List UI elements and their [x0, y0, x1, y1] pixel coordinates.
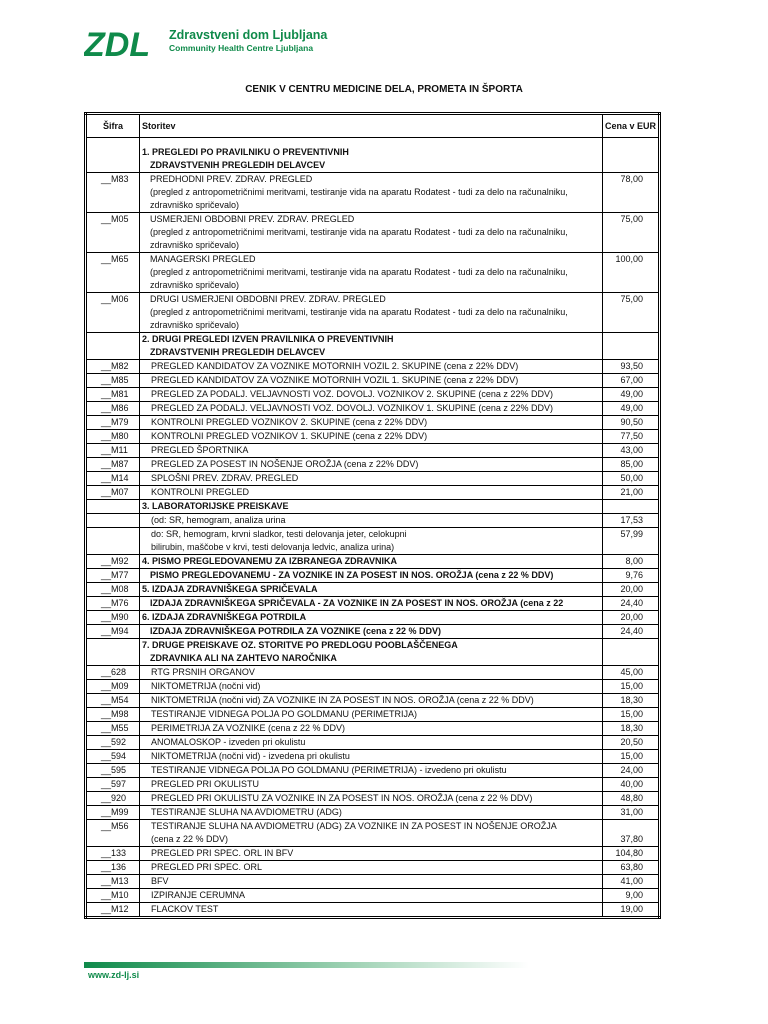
service-code: __M98 — [86, 708, 140, 722]
table-row — [86, 199, 660, 213]
service-description: zdravniško spričevalo) — [140, 319, 603, 333]
service-description: 2. DRUGI PREGLEDI IZVEN PRAVILNIKA O PREVENTIVNIH — [140, 333, 603, 347]
organization-logo — [84, 26, 334, 66]
service-description: PREGLED PRI OKULISTU — [140, 778, 603, 792]
service-price — [603, 541, 660, 555]
service-price: 15,00 — [603, 680, 660, 694]
service-description: PREGLED ŠPORTNIKA — [140, 444, 603, 458]
table-row — [86, 186, 660, 199]
service-price — [603, 500, 660, 514]
service-price — [603, 159, 660, 173]
service-price: 49,00 — [603, 402, 660, 416]
service-price: 75,00 — [603, 293, 660, 307]
footer-divider — [84, 962, 529, 968]
service-code — [86, 319, 140, 333]
service-code: __M82 — [86, 360, 140, 374]
service-description: PREGLED ZA PODALJ. VELJAVNOSTI VOZ. DOVOLJ. VOZNIKOV 1. SKUPINE (cena z 22% DDV) — [140, 402, 603, 416]
table-row — [86, 639, 660, 653]
service-description: bilirubin, maščobe v krvi, testi delovanja ledvic, analiza urina) — [140, 541, 603, 555]
table-row — [86, 569, 660, 583]
service-description: IZDAJA ZDRAVNIŠKEGA POTRDILA ZA VOZNIKE (cena z 22 % DDV) — [140, 625, 603, 639]
table-row — [86, 820, 660, 834]
service-description: PISMO PREGLEDOVANEMU - ZA VOZNIKE IN ZA POSEST IN NOS. OROŽJA (cena z 22 % DDV) — [140, 569, 603, 583]
service-description: BFV — [140, 875, 603, 889]
service-description: NIKTOMETRIJA (nočni vid) ZA VOZNIKE IN ZA POSEST IN NOS. OROŽJA (cena z 22 % DDV) — [140, 694, 603, 708]
service-code — [86, 333, 140, 347]
service-price: 41,00 — [603, 875, 660, 889]
service-code: __594 — [86, 750, 140, 764]
service-price: 75,00 — [603, 213, 660, 227]
service-price: 18,30 — [603, 694, 660, 708]
service-code: __M14 — [86, 472, 140, 486]
service-code: __M06 — [86, 293, 140, 307]
table-row — [86, 333, 660, 347]
table-spacer-row — [86, 138, 660, 147]
service-price: 20,50 — [603, 736, 660, 750]
service-description: 5. IZDAJA ZDRAVNIŠKEGA SPRIČEVALA — [140, 583, 603, 597]
service-price: 104,80 — [603, 847, 660, 861]
table-row — [86, 279, 660, 293]
table-row — [86, 402, 660, 416]
service-description: (od: SR, hemogram, analiza urina — [140, 514, 603, 528]
table-row — [86, 173, 660, 187]
service-code: __M76 — [86, 597, 140, 611]
page-title: CENIK V CENTRU MEDICINE DELA, PROMETA IN ŠPORTA — [245, 84, 523, 95]
service-price: 93,50 — [603, 360, 660, 374]
table-row — [86, 722, 660, 736]
service-code: __M85 — [86, 374, 140, 388]
column-header-code: Šifra — [86, 114, 140, 138]
service-code: __M55 — [86, 722, 140, 736]
service-price: 8,00 — [603, 555, 660, 569]
table-row — [86, 159, 660, 173]
table-row — [86, 750, 660, 764]
table-row — [86, 694, 660, 708]
service-description: TESTIRANJE SLUHA NA AVDIOMETRU (ADG) ZA VOZNIKE IN ZA POSEST IN NOŠENJE OROŽJA — [140, 820, 603, 834]
service-description: (pregled z antropometričnimi meritvami, testiranje vida na aparatu Rodatest - tudi za delo na računalniku, — [140, 266, 603, 279]
service-code: __M11 — [86, 444, 140, 458]
service-price: 63,80 — [603, 861, 660, 875]
service-code: __M86 — [86, 402, 140, 416]
service-code — [86, 528, 140, 542]
service-code — [86, 306, 140, 319]
service-description: (cena z 22 % DDV) — [140, 833, 603, 847]
service-price: 31,00 — [603, 806, 660, 820]
service-code — [86, 541, 140, 555]
table-row — [86, 239, 660, 253]
table-header-row — [86, 114, 660, 138]
service-code — [86, 346, 140, 360]
service-code — [86, 652, 140, 666]
service-description: PREGLED ZA PODALJ. VELJAVNOSTI VOZ. DOVOLJ. VOZNIKOV 2. SKUPINE (cena z 22% DDV) — [140, 388, 603, 402]
service-code — [86, 239, 140, 253]
service-price: 24,40 — [603, 625, 660, 639]
service-description: (pregled z antropometričnimi meritvami, testiranje vida na aparatu Rodatest - tudi za delo na računalniku, — [140, 226, 603, 239]
table-row — [86, 541, 660, 555]
table-row — [86, 444, 660, 458]
service-description: MANAGERSKI PREGLED — [140, 253, 603, 267]
service-description: KONTROLNI PREGLED — [140, 486, 603, 500]
service-description: TESTIRANJE VIDNEGA POLJA PO GOLDMANU (PERIMETRIJA) — [140, 708, 603, 722]
service-code — [86, 146, 140, 159]
service-description: 1. PREGLEDI PO PRAVILNIKU O PREVENTIVNIH — [140, 146, 603, 159]
service-code: __M81 — [86, 388, 140, 402]
organization-name: Zdravstveni dom Ljubljana — [169, 28, 328, 42]
service-price — [603, 820, 660, 834]
table-row — [86, 555, 660, 569]
service-description: DRUGI USMERJENI OBDOBNI PREV. ZDRAV. PREGLED — [140, 293, 603, 307]
service-code: __M65 — [86, 253, 140, 267]
service-code: __M05 — [86, 213, 140, 227]
service-description: IZDAJA ZDRAVNIŠKEGA SPRIČEVALA - ZA VOZNIKE IN ZA POSEST IN NOS. OROŽJA (cena z 22 — [140, 597, 603, 611]
service-description: PREGLED PRI OKULISTU ZA VOZNIKE IN ZA POSEST IN NOS. OROŽJA (cena z 22 % DDV) — [140, 792, 603, 806]
service-price: 9,00 — [603, 889, 660, 903]
table-row — [86, 360, 660, 374]
service-price — [603, 652, 660, 666]
service-code: __M12 — [86, 903, 140, 918]
table-row — [86, 778, 660, 792]
service-description: ZDRAVNIKA ALI NA ZAHTEVO NAROČNIKA — [140, 652, 603, 666]
service-code — [86, 639, 140, 653]
table-row — [86, 708, 660, 722]
service-price: 15,00 — [603, 708, 660, 722]
service-description: 6. IZDAJA ZDRAVNIŠKEGA POTRDILA — [140, 611, 603, 625]
service-price: 45,00 — [603, 666, 660, 680]
column-header-service: Storitev — [140, 114, 603, 138]
service-description: 4. PISMO PREGLEDOVANEMU ZA IZBRANEGA ZDRAVNIKA — [140, 555, 603, 569]
table-row — [86, 146, 660, 159]
table-row — [86, 293, 660, 307]
service-code: __592 — [86, 736, 140, 750]
service-price: 40,00 — [603, 778, 660, 792]
service-code: __M87 — [86, 458, 140, 472]
logo-letters: ZDL — [84, 26, 151, 60]
service-price: 67,00 — [603, 374, 660, 388]
service-description: 3. LABORATORIJSKE PREISKAVE — [140, 500, 603, 514]
table-row — [86, 374, 660, 388]
service-code: __597 — [86, 778, 140, 792]
service-description: IZPIRANJE CERUMNA — [140, 889, 603, 903]
service-price: 90,50 — [603, 416, 660, 430]
table-row — [86, 847, 660, 861]
service-description: PREGLED KANDIDATOV ZA VOZNIKE MOTORNIH VOZIL 1. SKUPINE (cena z 22% DDV) — [140, 374, 603, 388]
table-row — [86, 346, 660, 360]
price-table — [84, 112, 661, 919]
table-row — [86, 597, 660, 611]
service-description: ANOMALOSKOP - izveden pri okulistu — [140, 736, 603, 750]
table-row — [86, 875, 660, 889]
service-description: SPLOŠNI PREV. ZDRAV. PREGLED — [140, 472, 603, 486]
service-price: 57,99 — [603, 528, 660, 542]
service-price — [603, 279, 660, 293]
service-price: 15,00 — [603, 750, 660, 764]
table-row — [86, 806, 660, 820]
table-row — [86, 319, 660, 333]
table-row — [86, 266, 660, 279]
service-price: 78,00 — [603, 173, 660, 187]
service-price: 20,00 — [603, 611, 660, 625]
service-description: PREGLED PRI SPEC. ORL IN BFV — [140, 847, 603, 861]
organization-subtitle: Community Health Centre Ljubljana — [169, 43, 314, 53]
zdl-logo-mark-icon — [84, 26, 164, 60]
service-price — [603, 239, 660, 253]
service-code: __M56 — [86, 820, 140, 834]
service-description: (pregled z antropometričnimi meritvami, testiranje vida na aparatu Rodatest - tudi za delo na računalniku, — [140, 306, 603, 319]
service-code: __595 — [86, 764, 140, 778]
table-row — [86, 764, 660, 778]
footer-website: www.zd-lj.si — [88, 970, 140, 980]
service-description: PERIMETRIJA ZA VOZNIKE (cena z 22 % DDV) — [140, 722, 603, 736]
service-price: 18,30 — [603, 722, 660, 736]
service-code: __628 — [86, 666, 140, 680]
service-code: __M13 — [86, 875, 140, 889]
service-description: zdravniško spričevalo) — [140, 279, 603, 293]
table-row — [86, 388, 660, 402]
service-price — [603, 146, 660, 159]
service-code: __M80 — [86, 430, 140, 444]
table-row — [86, 416, 660, 430]
service-description: RTG PRSNIH ORGANOV — [140, 666, 603, 680]
service-description: zdravniško spričevalo) — [140, 239, 603, 253]
service-price: 37,80 — [603, 833, 660, 847]
service-code — [86, 514, 140, 528]
table-row — [86, 903, 660, 918]
service-description: PREGLED KANDIDATOV ZA VOZNIKE MOTORNIH VOZIL 2. SKUPINE (cena z 22% DDV) — [140, 360, 603, 374]
service-code: __M99 — [86, 806, 140, 820]
service-price: 20,00 — [603, 583, 660, 597]
table-row — [86, 253, 660, 267]
service-price: 17,53 — [603, 514, 660, 528]
service-price: 48,80 — [603, 792, 660, 806]
service-code: __M77 — [86, 569, 140, 583]
service-price: 19,00 — [603, 903, 660, 918]
service-description: PREDHODNI PREV. ZDRAV. PREGLED — [140, 173, 603, 187]
service-price — [603, 306, 660, 319]
service-price: 24,40 — [603, 597, 660, 611]
service-code: __M79 — [86, 416, 140, 430]
service-description: NIKTOMETRIJA (nočni vid) - izvedena pri okulistu — [140, 750, 603, 764]
service-price: 50,00 — [603, 472, 660, 486]
table-row — [86, 680, 660, 694]
table-row — [86, 889, 660, 903]
service-description: KONTROLNI PREGLED VOZNIKOV 2. SKUPINE (cena z 22% DDV) — [140, 416, 603, 430]
service-price: 85,00 — [603, 458, 660, 472]
table-row — [86, 736, 660, 750]
table-row — [86, 792, 660, 806]
service-price: 49,00 — [603, 388, 660, 402]
service-description: TESTIRANJE VIDNEGA POLJA PO GOLDMANU (PERIMETRIJA) - izvedeno pri okulistu — [140, 764, 603, 778]
table-row — [86, 528, 660, 542]
service-price: 9,76 — [603, 569, 660, 583]
service-description: do: SR, hemogram, krvni sladkor, testi delovanja jeter, celokupni — [140, 528, 603, 542]
service-price: 77,50 — [603, 430, 660, 444]
service-description: ZDRAVSTVENIH PREGLEDIH DELAVCEV — [140, 346, 603, 360]
service-description: NIKTOMETRIJA (nočni vid) — [140, 680, 603, 694]
table-row — [86, 583, 660, 597]
table-row — [86, 500, 660, 514]
service-price — [603, 319, 660, 333]
service-code — [86, 833, 140, 847]
table-row — [86, 458, 660, 472]
service-description: FLACKOV TEST — [140, 903, 603, 918]
table-row — [86, 486, 660, 500]
table-row — [86, 666, 660, 680]
service-description: PREGLED PRI SPEC. ORL — [140, 861, 603, 875]
service-price: 100,00 — [603, 253, 660, 267]
table-row — [86, 514, 660, 528]
service-code: __M92 — [86, 555, 140, 569]
service-code — [86, 186, 140, 199]
table-row — [86, 226, 660, 239]
service-price — [603, 199, 660, 213]
service-description: USMERJENI OBDOBNI PREV. ZDRAV. PREGLED — [140, 213, 603, 227]
service-description: KONTROLNI PREGLED VOZNIKOV 1. SKUPINE (cena z 22% DDV) — [140, 430, 603, 444]
service-code: __M08 — [86, 583, 140, 597]
service-price: 43,00 — [603, 444, 660, 458]
service-price — [603, 333, 660, 347]
service-code — [86, 159, 140, 173]
table-row — [86, 833, 660, 847]
service-code: __M10 — [86, 889, 140, 903]
service-code — [86, 266, 140, 279]
service-description: TESTIRANJE SLUHA NA AVDIOMETRU (ADG) — [140, 806, 603, 820]
table-row — [86, 306, 660, 319]
service-code: __920 — [86, 792, 140, 806]
service-price: 24,00 — [603, 764, 660, 778]
service-price — [603, 186, 660, 199]
service-code: __M94 — [86, 625, 140, 639]
service-price — [603, 639, 660, 653]
service-code: __M83 — [86, 173, 140, 187]
service-description: ZDRAVSTVENIH PREGLEDIH DELAVCEV — [140, 159, 603, 173]
table-row — [86, 625, 660, 639]
table-row — [86, 430, 660, 444]
table-row — [86, 611, 660, 625]
service-code — [86, 279, 140, 293]
service-code — [86, 199, 140, 213]
service-description: 7. DRUGE PREISKAVE OZ. STORITVE PO PREDLOGU POOBLAŠČENEGA — [140, 639, 603, 653]
table-row — [86, 213, 660, 227]
service-price: 21,00 — [603, 486, 660, 500]
service-code: __M09 — [86, 680, 140, 694]
service-code: __M54 — [86, 694, 140, 708]
service-code: __133 — [86, 847, 140, 861]
service-code — [86, 500, 140, 514]
service-price — [603, 346, 660, 360]
service-code — [86, 226, 140, 239]
service-code: __M90 — [86, 611, 140, 625]
table-row — [86, 652, 660, 666]
service-price — [603, 266, 660, 279]
service-code: __136 — [86, 861, 140, 875]
service-description: PREGLED ZA POSEST IN NOŠENJE OROŽJA (cena z 22% DDV) — [140, 458, 603, 472]
table-row — [86, 861, 660, 875]
service-code: __M07 — [86, 486, 140, 500]
table-row — [86, 472, 660, 486]
service-price — [603, 226, 660, 239]
service-description: (pregled z antropometričnimi meritvami, testiranje vida na aparatu Rodatest - tudi za delo na računalniku, — [140, 186, 603, 199]
column-header-price: Cena v EUR — [603, 114, 660, 138]
service-description: zdravniško spričevalo) — [140, 199, 603, 213]
